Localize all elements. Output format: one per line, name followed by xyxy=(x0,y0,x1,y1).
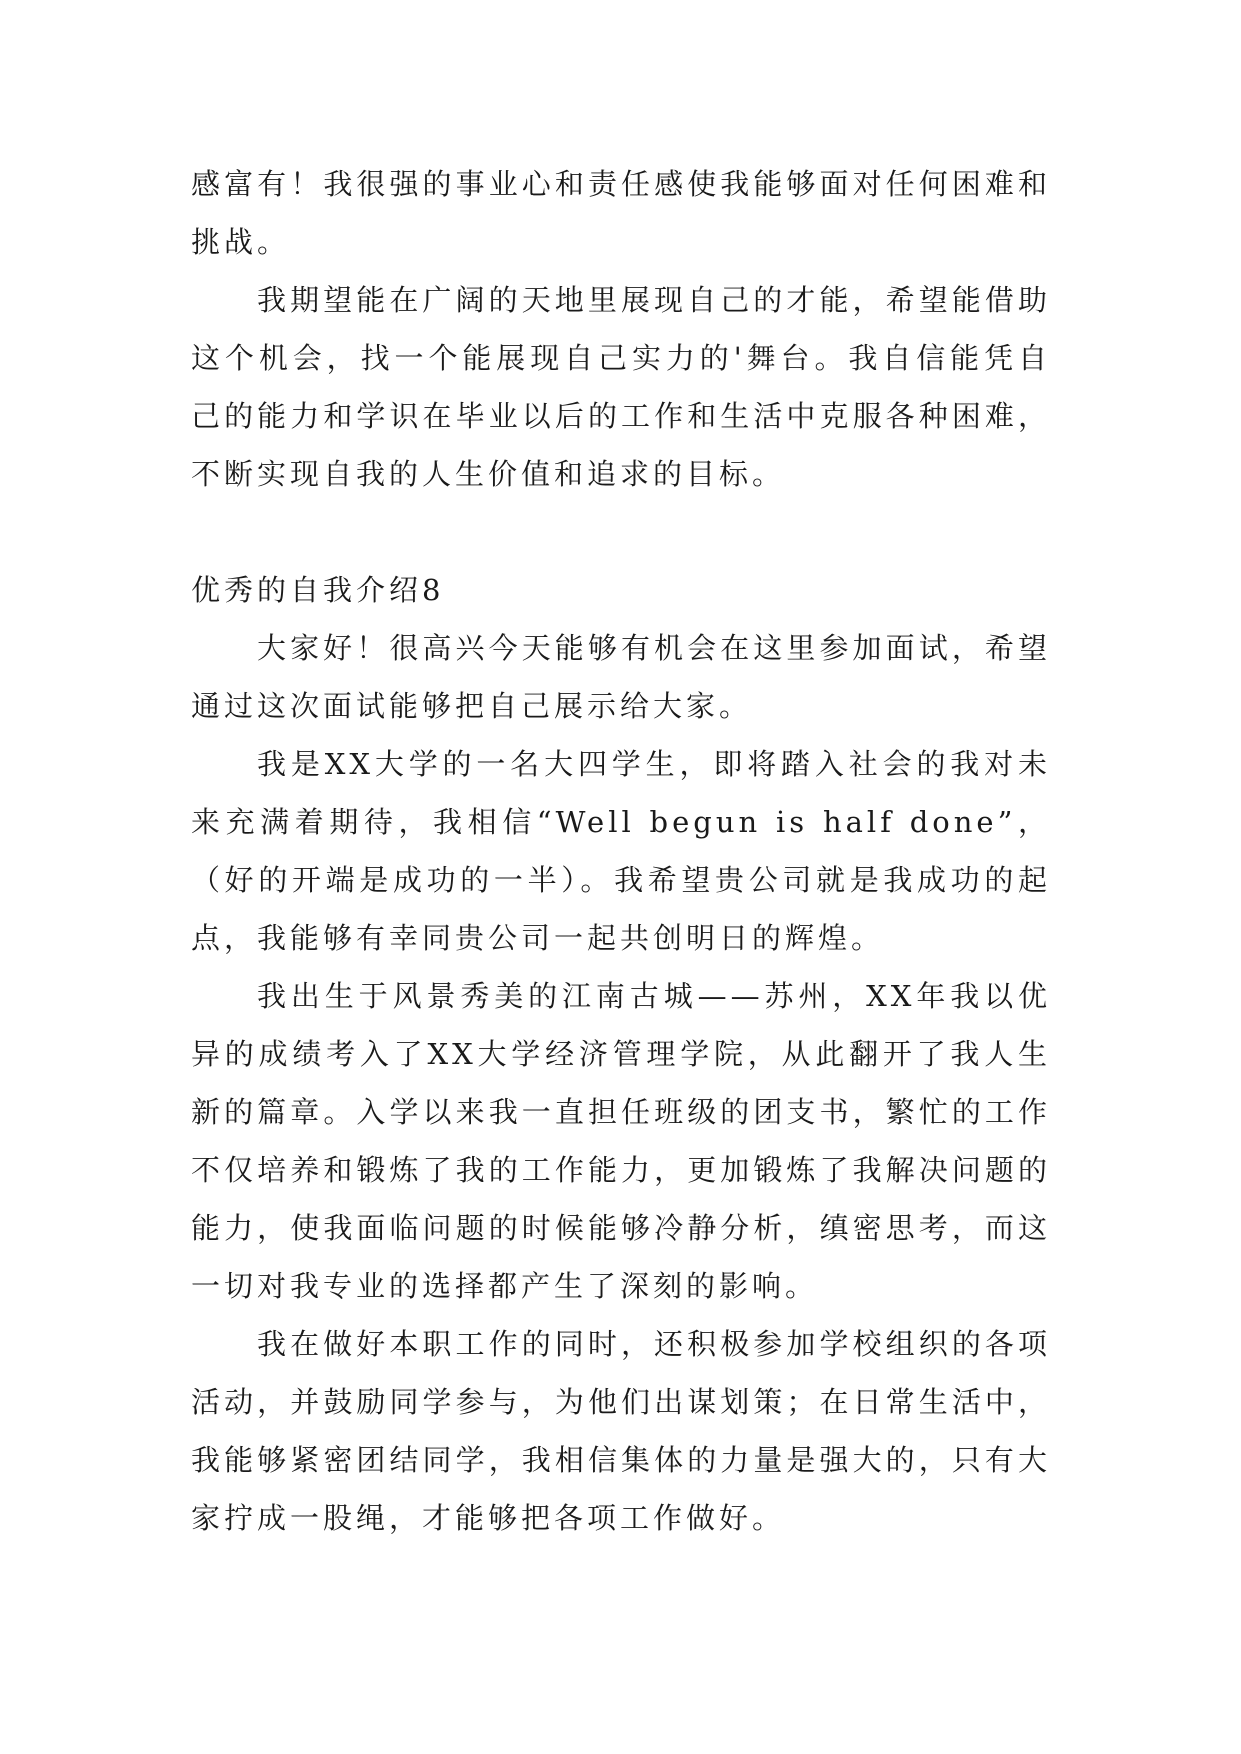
section-gap xyxy=(191,503,1051,561)
paragraph-greeting: 大家好！很高兴今天能够有机会在这里参加面试，希望通过这次面试能够把自己展示给大家。 xyxy=(191,631,1051,723)
paragraph-activities: 我在做好本职工作的同时，还积极参加学校组织的各项活动，并鼓励同学参与，为他们出谋划策；在日常生活中，我能够紧密团结同学，我相信集体的力量是强大的，只有大家拧成一股绳，才能够把各项工作做好。 xyxy=(191,1327,1051,1535)
document-page xyxy=(191,155,1051,1547)
continuation-paragraph: 感富有！我很强的事业心和责任感使我能够面对任何困难和挑战。 xyxy=(191,167,1051,259)
paragraph-background: 我出生于风景秀美的江南古城——苏州，XX年我以优异的成绩考入了XX大学经济管理学院，从此翻开了我人生新的篇章。入学以来我一直担任班级的团支书，繁忙的工作不仅培养和锻炼了我的工作能力，更加锻炼了我解决问题的能力，使我面临问题的时候能够冷静分析，缜密思考，而这一切对我专业的选择都产生了深刻的影响。 xyxy=(191,979,1051,1303)
paragraph-expectation: 我期望能在广阔的天地里展现自己的才能，希望能借助这个机会，找一个能展现自己实力的'舞台。我自信能凭自己的能力和学识在毕业以后的工作和生活中克服各种困难，不断实现自我的人生价值和追求的目标。 xyxy=(191,283,1051,491)
paragraph-student-intro: 我是XX大学的一名大四学生，即将踏入社会的我对未来充满着期待，我相信“Well begun is half done”，（好的开端是成功的一半）。我希望贵公司就是我成功的起点，我能够有幸同贵公司一起共创明日的辉煌。 xyxy=(191,747,1051,955)
section-title: 优秀的自我介绍8 xyxy=(191,573,445,607)
